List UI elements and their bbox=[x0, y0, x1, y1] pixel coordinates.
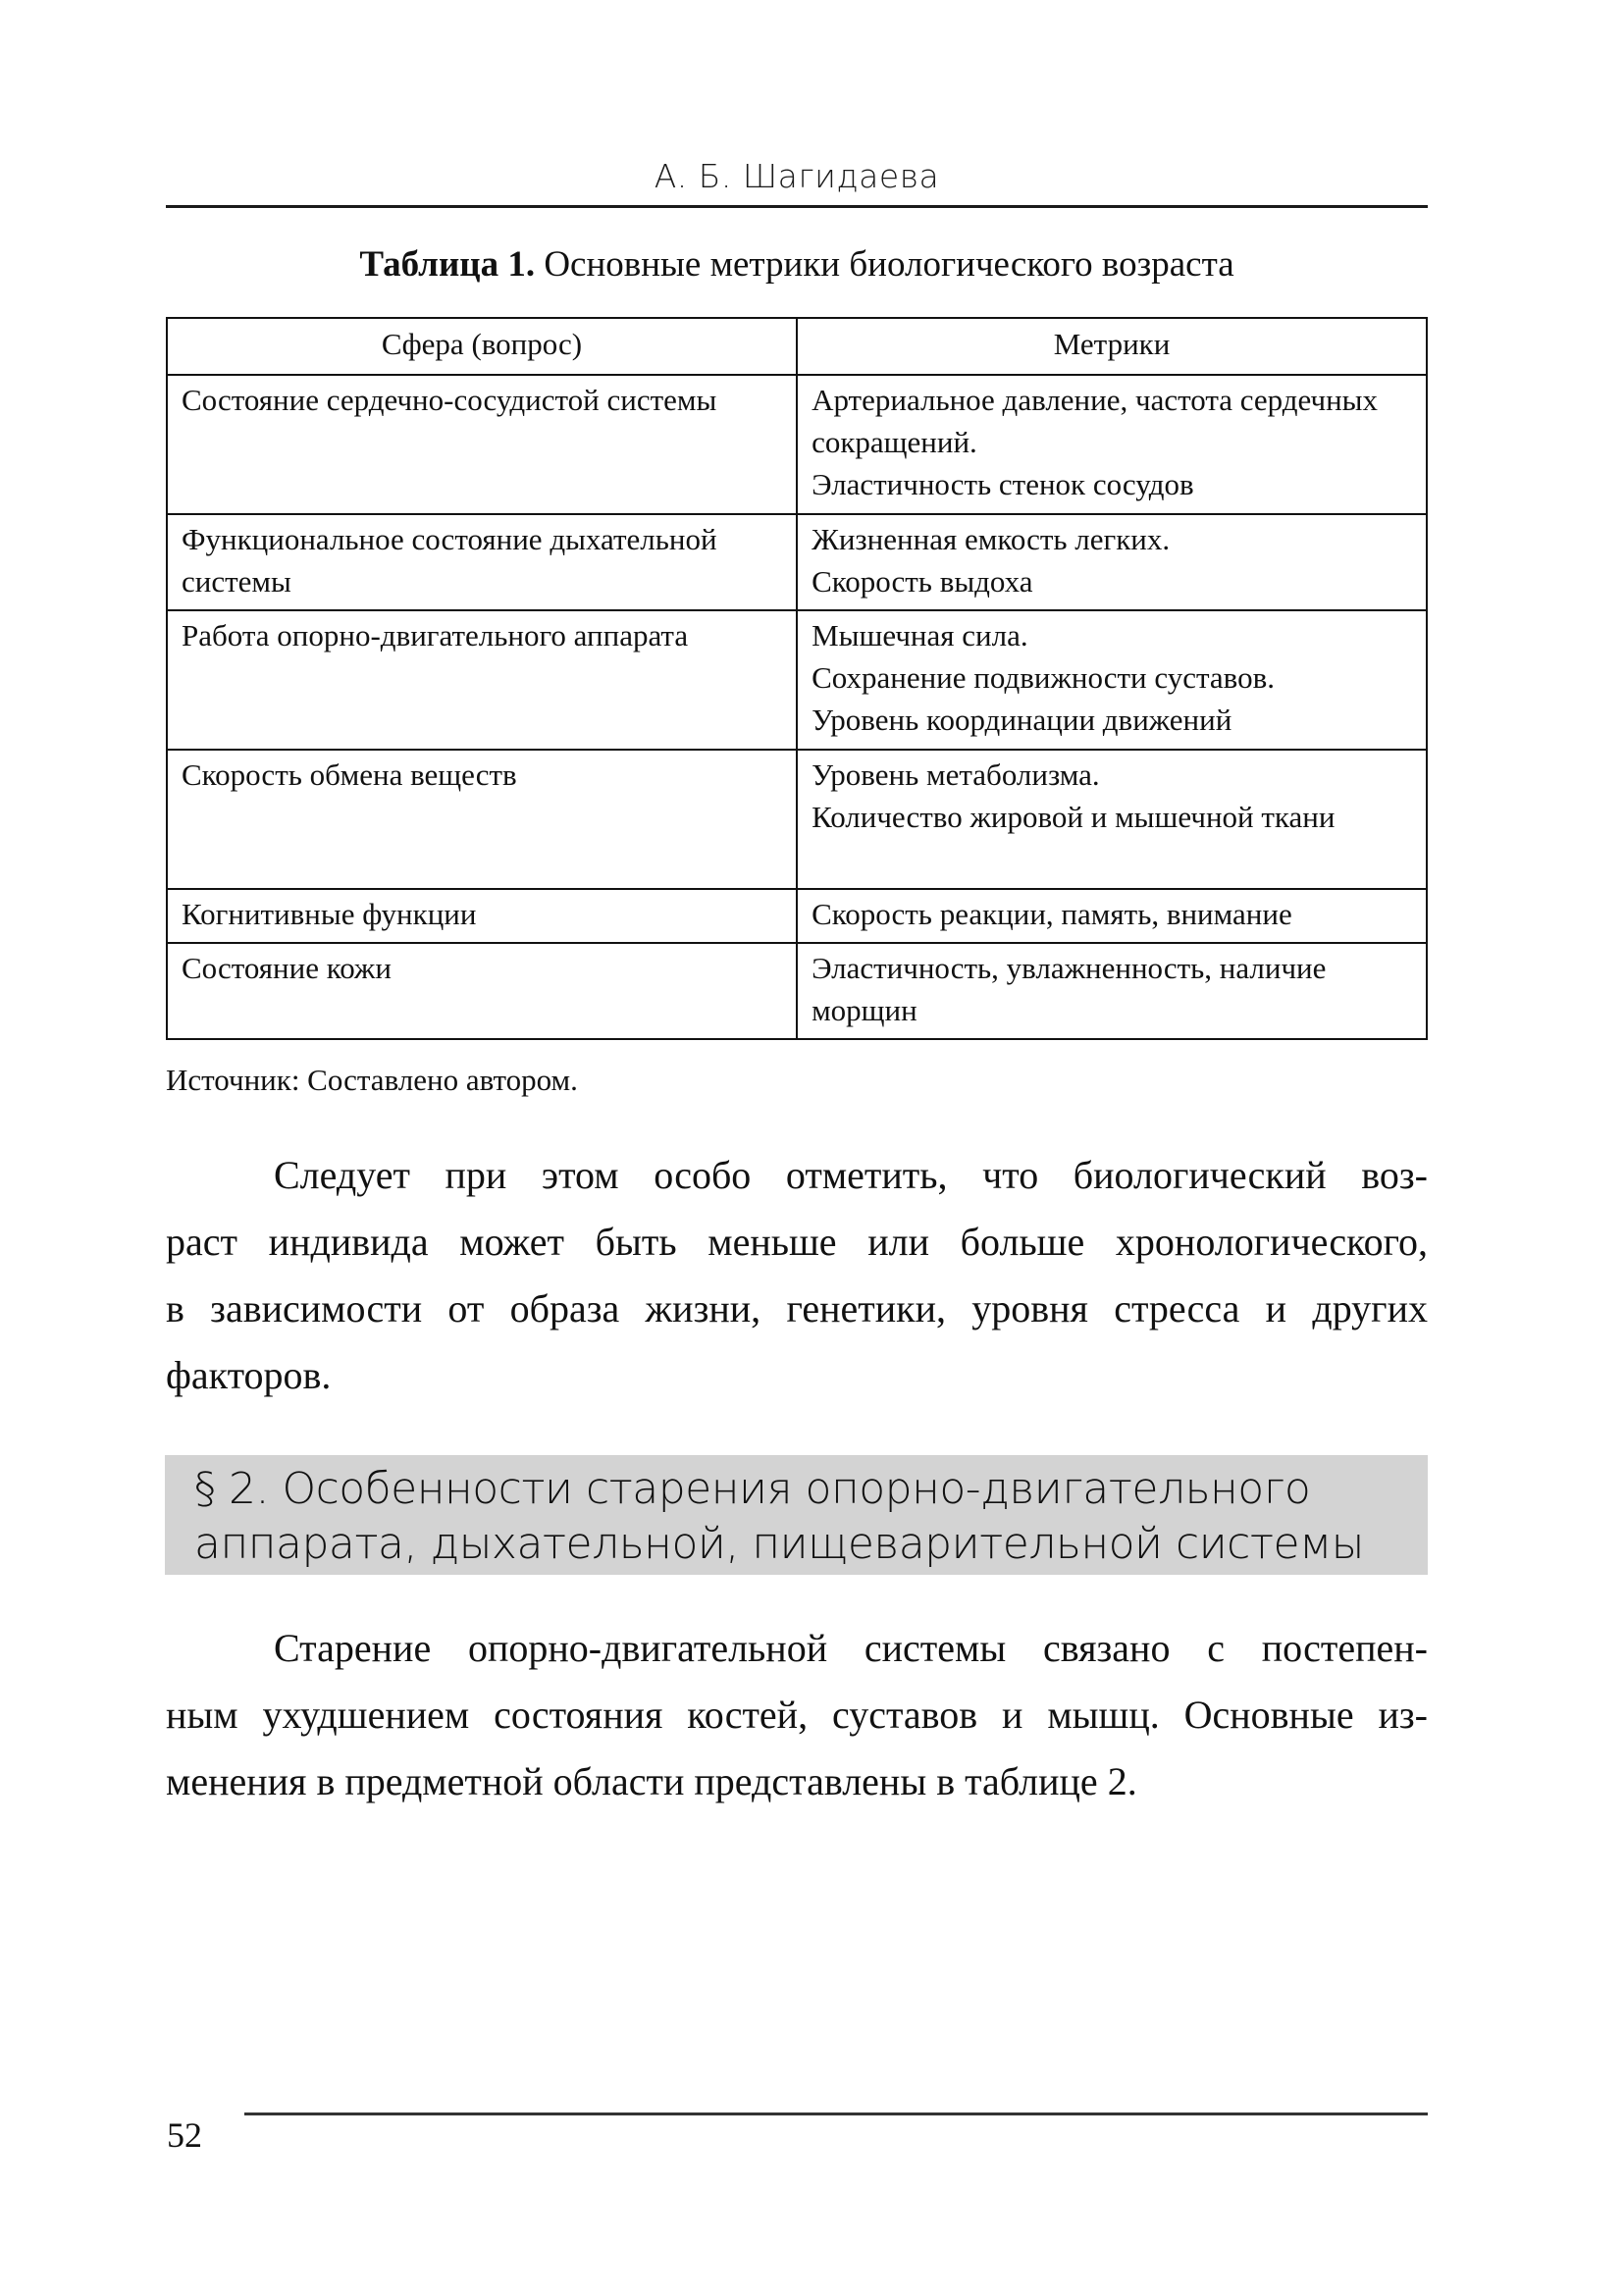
metric-line: Уровень метаболизма. bbox=[812, 757, 1100, 792]
paragraph-line: факторов. bbox=[166, 1353, 332, 1397]
paragraph-line: ным ухудшением состояния костей, суставов и мышц. Основные из- bbox=[166, 1693, 1428, 1737]
metric-line: Сохранение подвижности суставов. bbox=[812, 660, 1275, 695]
metric-line: Жизненная емкость легких. bbox=[812, 522, 1171, 556]
table-caption bbox=[166, 243, 1428, 286]
footer-rule bbox=[244, 2112, 1428, 2115]
sphere-cell: Работа опорно-двигательного аппарата bbox=[167, 610, 797, 750]
metric-line: Артериальное давление, частота сердечных сокращений. bbox=[812, 383, 1379, 459]
table-caption-label: Таблица 1. bbox=[359, 244, 536, 285]
metrics-cell bbox=[797, 889, 1427, 943]
biological-age-metrics-table bbox=[166, 317, 1428, 1040]
paragraph-line: Старение опорно-двигательной системы связано с постепен- bbox=[274, 1626, 1428, 1670]
table-row bbox=[167, 943, 1427, 1039]
header-rule bbox=[166, 205, 1428, 208]
column-header-sphere: Сфера (вопрос) bbox=[167, 318, 797, 375]
metrics-cell bbox=[797, 610, 1427, 750]
metric-line: Эластичность, увлажненность, наличие морщин bbox=[812, 951, 1327, 1027]
metrics-cell bbox=[797, 514, 1427, 610]
sphere-cell: Функциональное состояние дыхательной системы bbox=[167, 514, 797, 610]
metrics-cell bbox=[797, 375, 1427, 514]
metric-line: Эластичность стенок сосудов bbox=[812, 467, 1194, 501]
section-heading bbox=[194, 1462, 1421, 1572]
metrics-cell bbox=[797, 750, 1427, 889]
metric-line: Уровень координации движений bbox=[812, 703, 1232, 737]
paragraph-line: в зависимости от образа жизни, генетики, уровня стресса и других bbox=[166, 1286, 1428, 1330]
metric-line: Скорость реакции, память, внимание bbox=[812, 897, 1292, 931]
metric-line: Мышечная сила. bbox=[812, 618, 1028, 652]
sphere-cell: Состояние кожи bbox=[167, 943, 797, 1039]
metrics-cell bbox=[797, 943, 1427, 1039]
sphere-cell: Когнитивные функции bbox=[167, 889, 797, 943]
page-number: 52 bbox=[167, 2115, 202, 2155]
sphere-cell: Скорость обмена веществ bbox=[167, 750, 797, 889]
table-row bbox=[167, 514, 1427, 610]
section-heading-line: § 2. Особенности старения опорно-двигательного bbox=[194, 1464, 1311, 1514]
paragraph-line: Следует при этом особо отметить, что биологический воз- bbox=[274, 1153, 1428, 1197]
body-paragraph bbox=[166, 1615, 1428, 1815]
table-header-row bbox=[167, 318, 1427, 375]
table-caption-text: Основные метрики биологического возраста bbox=[535, 244, 1234, 285]
table-row bbox=[167, 610, 1427, 750]
paragraph-line: менения в предметной области представлены в таблице 2. bbox=[166, 1759, 1137, 1803]
column-header-metrics: Метрики bbox=[797, 318, 1427, 375]
table-row bbox=[167, 750, 1427, 889]
paragraph-line: раст индивида может быть меньше или больше хронологического, bbox=[166, 1220, 1428, 1264]
metric-line: Количество жировой и мышечной ткани bbox=[812, 800, 1336, 834]
table-row bbox=[167, 889, 1427, 943]
table-row bbox=[167, 375, 1427, 514]
table-source-note: Источник: Составлено автором. bbox=[166, 1063, 578, 1097]
body-paragraph bbox=[166, 1142, 1428, 1409]
sphere-cell: Состояние сердечно-сосудистой системы bbox=[167, 375, 797, 514]
metric-line: Скорость выдоха bbox=[812, 564, 1033, 599]
section-heading-line: аппарата, дыхательной, пищеварительной системы bbox=[194, 1519, 1364, 1569]
running-head-author: А. Б. Шагидаева bbox=[654, 157, 940, 195]
